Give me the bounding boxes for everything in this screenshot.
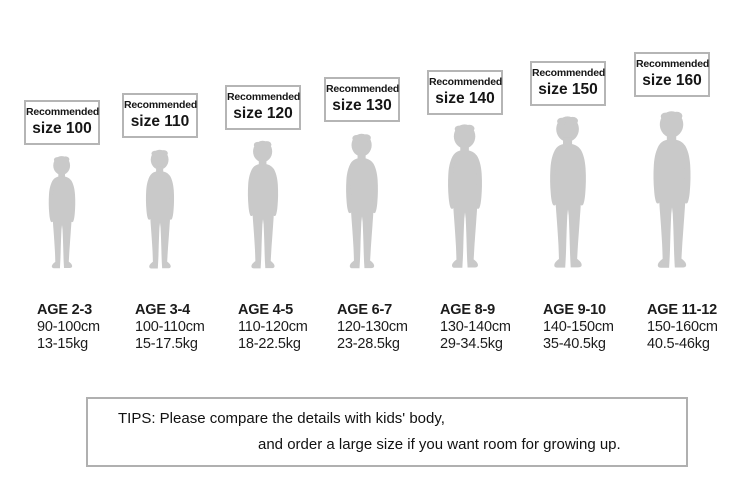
- height-range: 90-100cm: [37, 319, 100, 335]
- recommended-label: Recommended: [326, 83, 400, 95]
- weight-range: 29-34.5kg: [440, 336, 503, 352]
- tips-box: [86, 397, 688, 467]
- recommended-label: Recommended: [227, 91, 301, 103]
- recommended-label: Recommended: [124, 99, 198, 111]
- size-details: [238, 302, 308, 353]
- child-silhouette: [239, 140, 288, 270]
- child-silhouette: [642, 110, 702, 270]
- age-range: AGE 2-3: [37, 302, 93, 318]
- child-silhouette: [438, 123, 493, 270]
- size-details: [440, 302, 511, 353]
- weight-range: 15-17.5kg: [135, 336, 198, 352]
- age-range: AGE 4-5: [238, 302, 294, 318]
- recommended-size-box: [24, 100, 100, 145]
- recommended-size-box: [530, 61, 606, 106]
- weight-range: 35-40.5kg: [543, 336, 606, 352]
- size-value: size 150: [538, 81, 598, 98]
- recommended-size-box: [324, 77, 400, 122]
- recommended-size-box: [427, 70, 503, 115]
- size-details: [543, 302, 614, 353]
- recommended-label: Recommended: [26, 106, 100, 118]
- height-range: 110-120cm: [238, 319, 308, 335]
- recommended-label: Recommended: [429, 76, 503, 88]
- weight-range: 40.5-46kg: [647, 336, 710, 352]
- size-details: [337, 302, 408, 353]
- age-range: AGE 3-4: [135, 302, 191, 318]
- child-silhouette: [336, 133, 388, 270]
- recommended-label: Recommended: [636, 58, 710, 70]
- age-range: AGE 11-12: [647, 302, 717, 318]
- child-silhouette: [137, 149, 183, 270]
- size-value: size 160: [642, 72, 702, 89]
- tips-line-1: TIPS: Please compare the details with kids' body,: [118, 410, 445, 427]
- size-value: size 120: [233, 105, 293, 122]
- size-value: size 140: [435, 90, 495, 107]
- weight-range: 23-28.5kg: [337, 336, 400, 352]
- recommended-label: Recommended: [532, 67, 606, 79]
- tips-line-2: and order a large size if you want room for growing up.: [258, 436, 621, 453]
- age-range: AGE 9-10: [543, 302, 606, 318]
- size-details: [37, 302, 100, 353]
- age-range: AGE 8-9: [440, 302, 496, 318]
- recommended-size-box: [634, 52, 710, 97]
- height-range: 100-110cm: [135, 319, 205, 335]
- height-range: 150-160cm: [647, 319, 718, 335]
- child-silhouette: [539, 115, 597, 270]
- age-range: AGE 6-7: [337, 302, 393, 318]
- recommended-size-box: [122, 93, 198, 138]
- height-range: 120-130cm: [337, 319, 408, 335]
- height-range: 130-140cm: [440, 319, 511, 335]
- size-value: size 130: [332, 97, 392, 114]
- weight-range: 13-15kg: [37, 336, 88, 352]
- size-details: [135, 302, 205, 353]
- size-value: size 100: [32, 120, 92, 137]
- size-value: size 110: [130, 113, 190, 130]
- child-silhouette: [41, 155, 84, 270]
- weight-range: 18-22.5kg: [238, 336, 301, 352]
- height-range: 140-150cm: [543, 319, 614, 335]
- size-details: [647, 302, 718, 353]
- recommended-size-box: [225, 85, 301, 130]
